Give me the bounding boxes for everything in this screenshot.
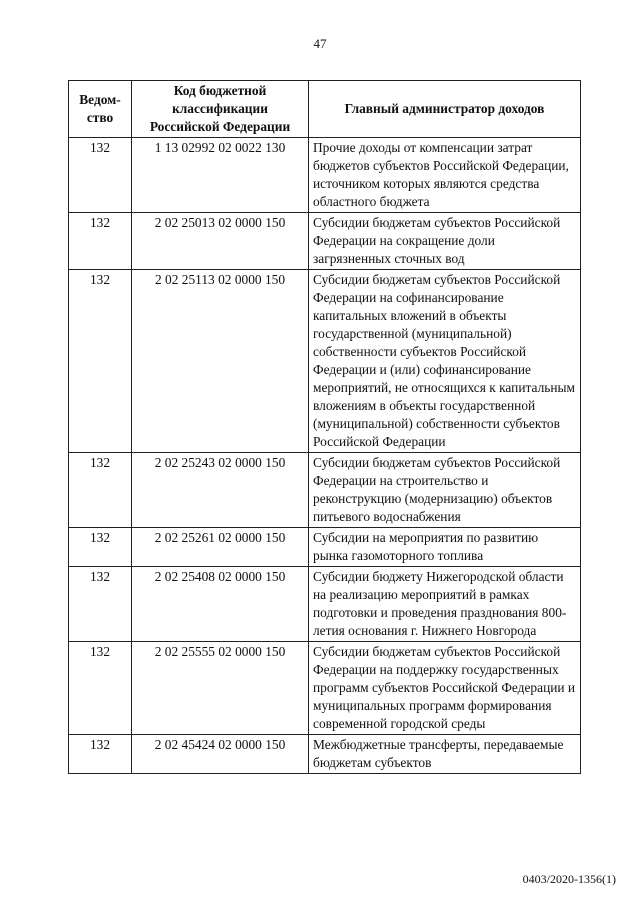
table-row xyxy=(69,270,581,453)
department-cell: 132 xyxy=(69,453,132,528)
department-cell: 132 xyxy=(69,270,132,453)
budget-code-cell: 2 02 25243 02 0000 150 xyxy=(132,453,309,528)
department-cell: 132 xyxy=(69,735,132,774)
department-cell: 132 xyxy=(69,138,132,213)
table-row xyxy=(69,735,581,774)
table-row xyxy=(69,453,581,528)
table-row xyxy=(69,213,581,270)
header-department: Ведом- ство xyxy=(69,81,132,138)
table-row xyxy=(69,642,581,735)
table-row xyxy=(69,528,581,567)
page-number: 47 xyxy=(313,36,327,51)
administrator-cell: Субсидии бюджетам субъектов Российской Федерации на строительство и реконструкцию (модернизацию) объектов питьевого водоснабжения xyxy=(309,453,581,528)
department-cell: 132 xyxy=(69,213,132,270)
administrator-cell: Субсидии на мероприятия по развитию рынка газомоторного топлива xyxy=(309,528,581,567)
budget-code-cell: 2 02 25113 02 0000 150 xyxy=(132,270,309,453)
table-row xyxy=(69,138,581,213)
header-administrator: Главный администратор доходов xyxy=(309,81,581,138)
budget-code-cell: 1 13 02992 02 0022 130 xyxy=(132,138,309,213)
budget-code-cell: 2 02 25555 02 0000 150 xyxy=(132,642,309,735)
administrator-cell: Межбюджетные трансферты, передаваемые бюджетам субъектов xyxy=(309,735,581,774)
budget-code-cell: 2 02 25261 02 0000 150 xyxy=(132,528,309,567)
revenue-administrators-table xyxy=(68,80,581,774)
table-row xyxy=(69,567,581,642)
header-budget-code: Код бюджетной классификации Российской Федерации xyxy=(132,81,309,138)
administrator-cell: Субсидии бюджетам субъектов Российской Федерации на сокращение доли загрязненных сточных вод xyxy=(309,213,581,270)
budget-code-cell: 2 02 25013 02 0000 150 xyxy=(132,213,309,270)
administrator-cell: Субсидии бюджетам субъектов Российской Федерации на софинансирование капитальных вложений в объекты государственной (муниципальной) собственности субъектов Российской Федерации и (или) софинансирование мероприятий, не относящихся к капитальным вложениям в объекты государственной (муниципальной) собственности субъектов Российской Федерации xyxy=(309,270,581,453)
table-header-row xyxy=(69,81,581,138)
department-cell: 132 xyxy=(69,528,132,567)
department-cell: 132 xyxy=(69,567,132,642)
administrator-cell: Субсидии бюджетам субъектов Российской Федерации на поддержку государственных программ субъектов Российской Федерации и муниципальных программ формирования современной городской среды xyxy=(309,642,581,735)
document-number: 0403/2020-1356(1) xyxy=(522,872,616,886)
budget-code-cell: 2 02 45424 02 0000 150 xyxy=(132,735,309,774)
administrator-cell: Прочие доходы от компенсации затрат бюджетов субъектов Российской Федерации, источником которых являются средства областного бюджета xyxy=(309,138,581,213)
department-cell: 132 xyxy=(69,642,132,735)
administrator-cell: Субсидии бюджету Нижегородской области на реализацию мероприятий в рамках подготовки и проведения празднования 800-летия основания г. Нижнего Новгорода xyxy=(309,567,581,642)
budget-code-cell: 2 02 25408 02 0000 150 xyxy=(132,567,309,642)
